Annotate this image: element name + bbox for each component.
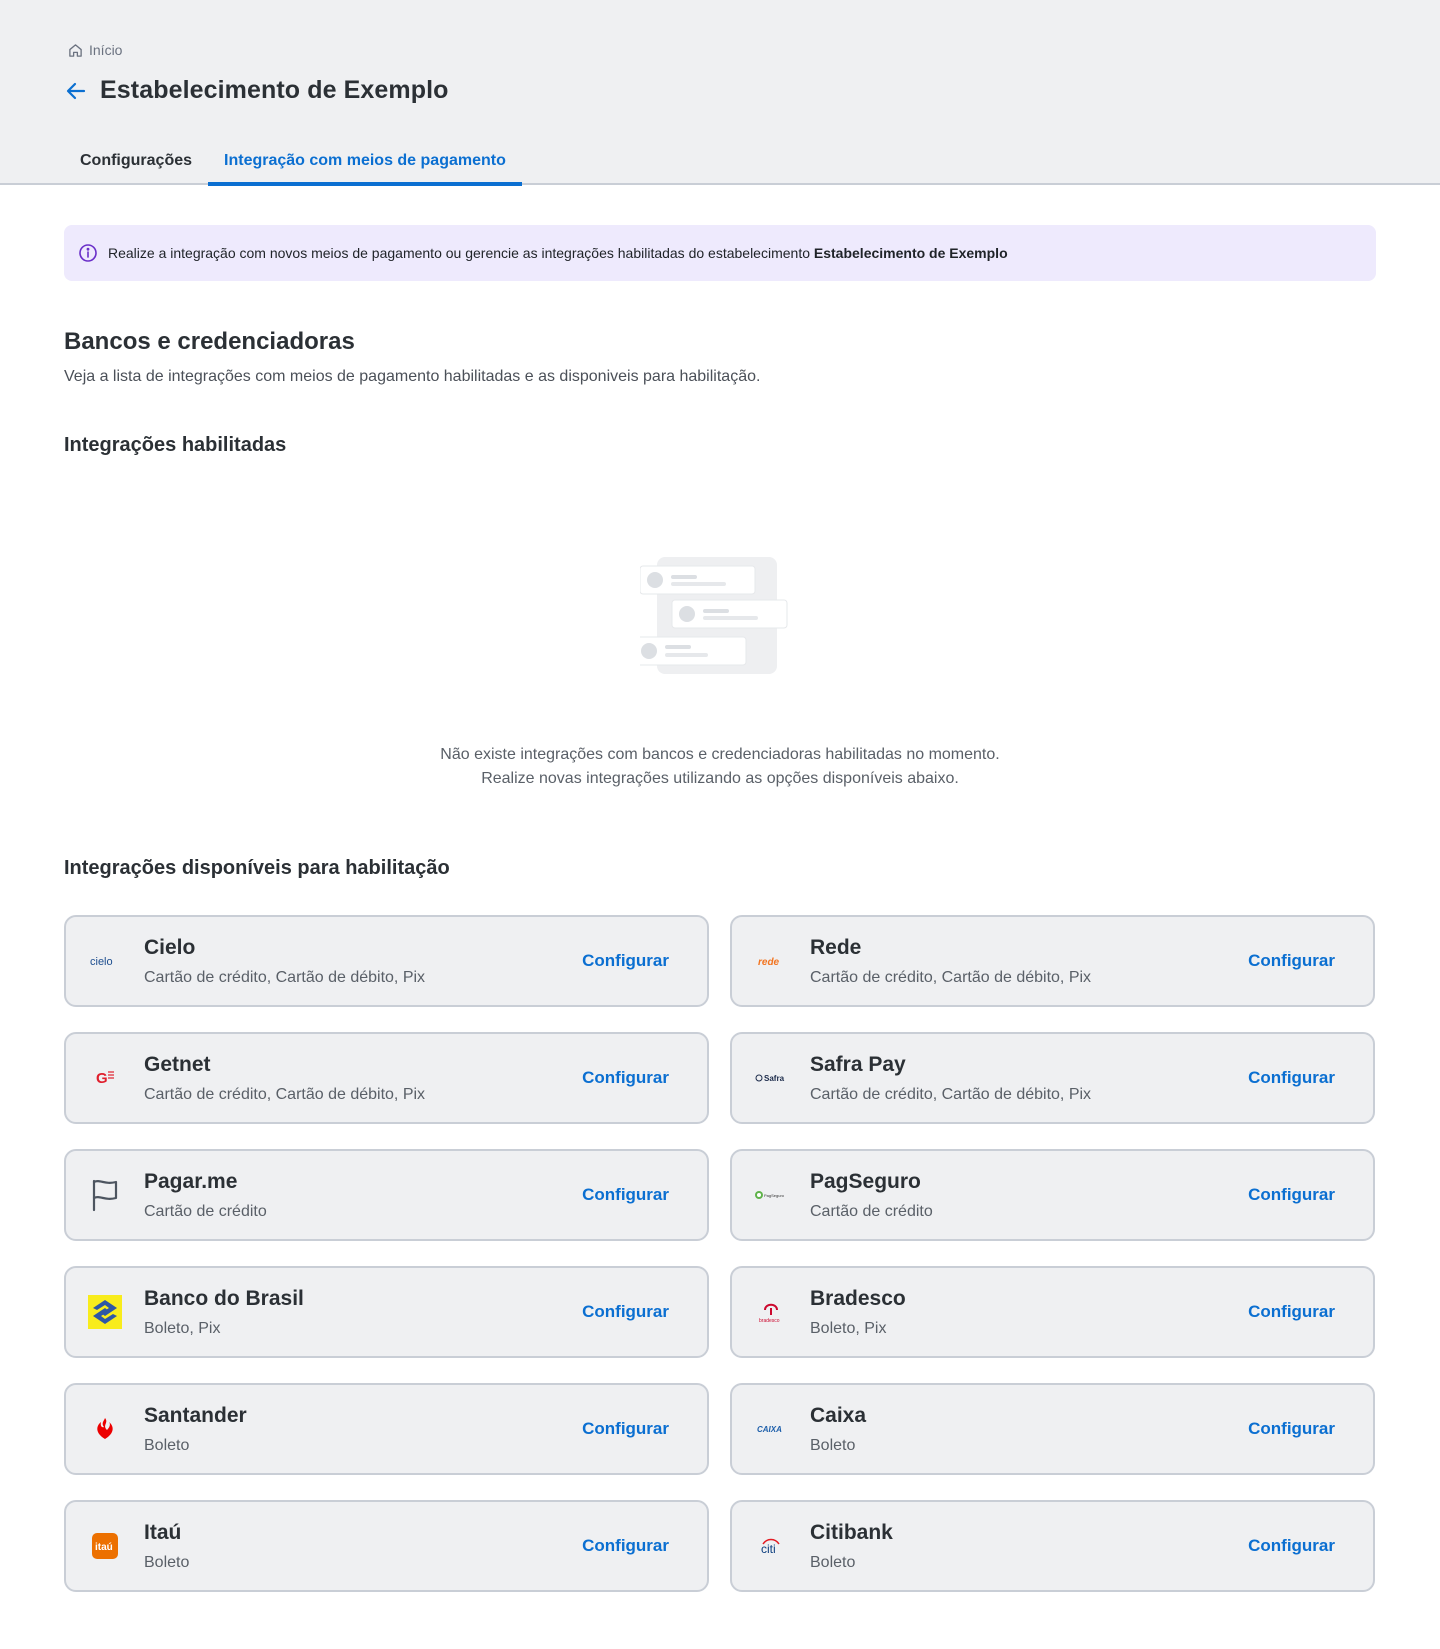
empty-state-line-1: Não existe integrações com bancos e credenciadoras habilitadas no momento.	[440, 746, 1000, 763]
tab-configuracoes[interactable]: Configurações	[80, 152, 193, 169]
svg-text:bradesco: bradesco	[759, 1318, 780, 1324]
integration-card-citibank	[730, 1500, 1375, 1592]
svg-text:Safra: Safra	[764, 1074, 785, 1083]
getnet-logo	[66, 1034, 144, 1122]
integration-methods: Boleto, Pix	[144, 1319, 221, 1337]
available-integrations-heading: Integrações disponíveis para habilitação	[64, 857, 450, 879]
info-banner-text: Realize a integração com novos meios de pagamento ou gerencie as integrações habilitadas do estabelecimento Estabelecimento de Exemplo	[108, 245, 1008, 261]
integration-name: Banco do Brasil	[144, 1286, 304, 1310]
integration-methods: Boleto, Pix	[810, 1319, 887, 1337]
santander-logo	[66, 1385, 144, 1473]
empty-state-message	[320, 743, 1120, 791]
integration-name: Getnet	[144, 1052, 211, 1076]
caixa-logo	[732, 1385, 810, 1473]
empty-list-illustration	[640, 553, 800, 678]
citi-logo	[732, 1502, 810, 1590]
integration-card-pagseguro	[730, 1149, 1375, 1241]
tab-integracao-pagamento[interactable]: Integração com meios de pagamento	[208, 146, 522, 186]
bradesco-logo	[732, 1268, 810, 1356]
section-description: Veja a lista de integrações com meios de pagamento habilitadas e as disponiveis para habilitação.	[64, 368, 761, 385]
configure-button[interactable]: Configurar	[582, 1536, 669, 1555]
svg-text:PagSeguro: PagSeguro	[764, 1193, 785, 1198]
integration-methods: Cartão de crédito, Cartão de débito, Pix	[144, 968, 426, 986]
pagseguro-logo	[732, 1151, 810, 1239]
integration-card-pagar-me	[64, 1149, 709, 1241]
integration-card-banco-do-brasil	[64, 1266, 709, 1358]
integration-name: Rede	[810, 935, 862, 959]
integration-methods: Boleto	[144, 1553, 190, 1571]
configure-button[interactable]: Configurar	[1248, 1536, 1335, 1555]
integration-name: Cielo	[144, 935, 196, 959]
svg-text:itaú: itaú	[95, 1542, 113, 1553]
banco-do-brasil-logo	[66, 1268, 144, 1356]
breadcrumb[interactable]	[68, 42, 122, 58]
integration-name: Bradesco	[810, 1286, 906, 1310]
svg-text:cielo: cielo	[90, 956, 113, 968]
integration-card-rede	[730, 915, 1375, 1007]
integration-card-santander	[64, 1383, 709, 1475]
integration-methods: Cartão de crédito, Cartão de débito, Pix	[144, 1085, 426, 1103]
integration-card-itau	[64, 1500, 709, 1592]
safra-logo	[732, 1034, 810, 1122]
itau-logo	[66, 1502, 144, 1590]
configure-button[interactable]: Configurar	[1248, 1185, 1335, 1204]
rede-logo	[732, 917, 810, 1005]
cielo-logo	[66, 917, 144, 1005]
integration-methods: Cartão de crédito, Cartão de débito, Pix	[810, 968, 1092, 986]
info-icon	[78, 243, 98, 263]
integration-methods: Boleto	[810, 1436, 856, 1454]
integration-methods: Cartão de crédito	[144, 1202, 267, 1220]
page-header	[0, 0, 1440, 185]
configure-button[interactable]: Configurar	[1248, 1419, 1335, 1438]
svg-text:citi: citi	[761, 1542, 776, 1556]
integration-methods: Cartão de crédito	[810, 1202, 933, 1220]
info-banner-highlight: Estabelecimento de Exemplo	[813, 245, 1008, 261]
svg-text:rede: rede	[758, 957, 780, 968]
configure-button[interactable]: Configurar	[582, 1068, 669, 1087]
configure-button[interactable]: Configurar	[1248, 1302, 1335, 1321]
integration-methods: Cartão de crédito, Cartão de débito, Pix	[810, 1085, 1092, 1103]
integration-methods: Boleto	[144, 1436, 190, 1454]
integration-card-safra-pay	[730, 1032, 1375, 1124]
tab-bar	[64, 146, 522, 186]
integration-card-bradesco	[730, 1266, 1375, 1358]
section-title: Bancos e credenciadoras	[64, 328, 355, 355]
integration-grid	[64, 915, 1376, 1592]
empty-state-line-2: Realize novas integrações utilizando as opções disponíveis abaixo.	[481, 770, 959, 787]
integration-methods: Boleto	[810, 1553, 856, 1571]
integration-card-cielo	[64, 915, 709, 1007]
configure-button[interactable]: Configurar	[582, 1185, 669, 1204]
info-banner	[64, 225, 1376, 281]
integration-name: Pagar.me	[144, 1169, 238, 1193]
integration-name: Itaú	[144, 1520, 182, 1544]
home-icon	[68, 43, 83, 58]
integration-card-getnet	[64, 1032, 709, 1124]
integration-card-caixa	[730, 1383, 1375, 1475]
flag-icon	[90, 1178, 120, 1212]
svg-text:G: G	[96, 1070, 108, 1087]
configure-button[interactable]: Configurar	[582, 1419, 669, 1438]
integration-name: PagSeguro	[810, 1169, 921, 1193]
svg-text:CAIXA: CAIXA	[757, 1425, 782, 1434]
integration-name: Santander	[144, 1403, 247, 1427]
configure-button[interactable]: Configurar	[582, 951, 669, 970]
integration-name: Caixa	[810, 1403, 867, 1427]
breadcrumb-home-link[interactable]: Início	[89, 42, 123, 58]
integration-name: Safra Pay	[810, 1052, 906, 1076]
configure-button[interactable]: Configurar	[582, 1302, 669, 1321]
arrow-left-icon[interactable]	[64, 79, 88, 103]
configure-button[interactable]: Configurar	[1248, 1068, 1335, 1087]
enabled-integrations-heading: Integrações habilitadas	[64, 434, 287, 456]
page-title: Estabelecimento de Exemplo	[100, 76, 449, 104]
integration-name: Citibank	[810, 1520, 893, 1544]
configure-button[interactable]: Configurar	[1248, 951, 1335, 970]
